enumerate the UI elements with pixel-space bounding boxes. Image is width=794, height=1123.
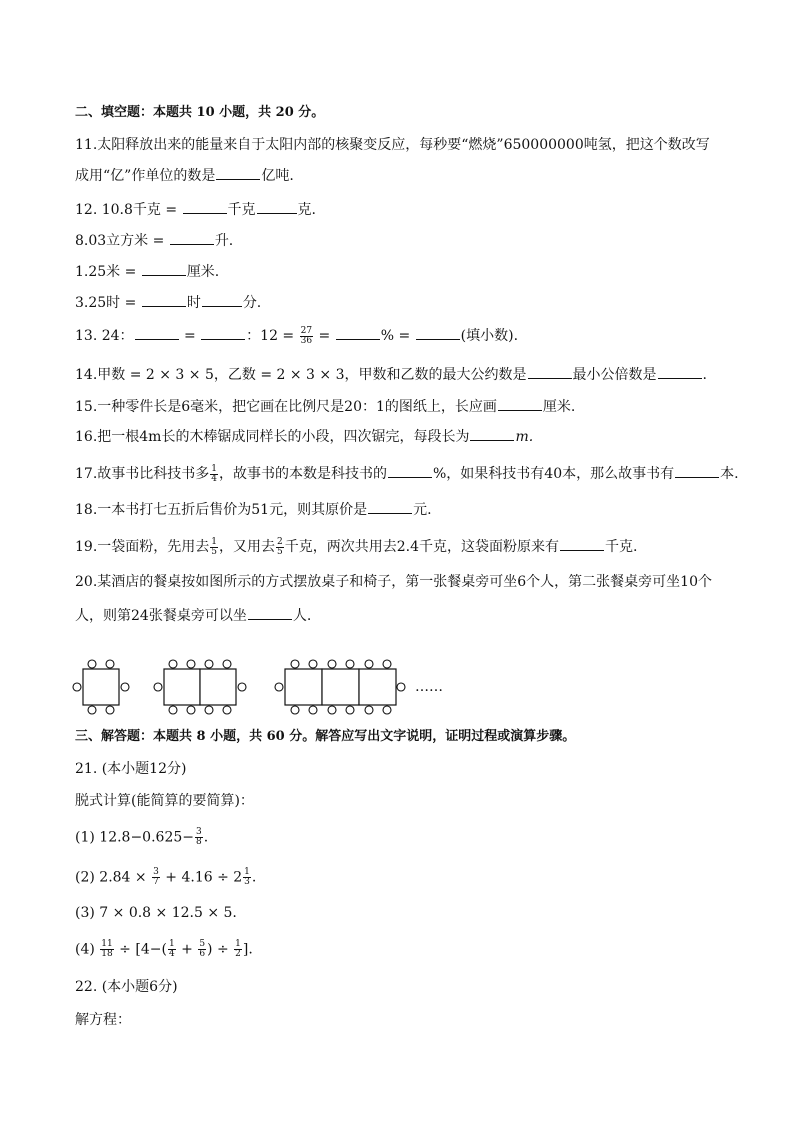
chair — [88, 660, 96, 668]
q13-blank-3[interactable] — [336, 325, 380, 340]
chair — [205, 660, 213, 668]
chair — [397, 683, 405, 691]
q21-instructions: 脱式计算(能简算的要简算)： — [75, 793, 254, 809]
chair — [106, 660, 114, 668]
q14-line — [75, 364, 707, 384]
q12-blank-4[interactable] — [142, 261, 186, 276]
q11-line2 — [75, 165, 294, 185]
chair — [383, 660, 391, 668]
chair — [365, 660, 373, 668]
q21-p4-b: ÷ [4−( — [114, 941, 167, 958]
q12-blank-1[interactable] — [183, 199, 227, 214]
q17-blank-2[interactable] — [675, 463, 719, 478]
q12-l4c: 分. — [242, 295, 262, 311]
table — [285, 669, 322, 705]
chair — [383, 706, 391, 714]
chair — [309, 706, 317, 714]
chair — [73, 683, 81, 691]
q19-c: 千克，两次共用去2.4千克，这袋面粉原来有 — [284, 539, 559, 555]
q13-e: % = — [380, 328, 415, 344]
table — [322, 669, 359, 705]
q21-p4-fraction-3: $\frac{5}{6}$ — [199, 939, 206, 959]
q22-instructions: 解方程： — [75, 1012, 131, 1028]
q17-blank-1[interactable] — [388, 463, 432, 478]
q11-blank[interactable] — [216, 165, 260, 180]
q12-l1a: 12. 10.8千克 = — [75, 202, 182, 218]
q14-blank-2[interactable] — [658, 364, 702, 379]
q14-b: 最小公倍数是 — [572, 367, 657, 383]
q12-line1 — [75, 199, 316, 219]
chair — [106, 706, 114, 714]
q21-problem-2 — [75, 868, 256, 887]
chair — [223, 660, 231, 668]
chair — [346, 660, 354, 668]
q11-text-b: 亿吨. — [261, 168, 294, 184]
q12-line4 — [75, 292, 261, 312]
q12-l1b: 千克 — [227, 202, 256, 218]
q20-line2 — [75, 605, 311, 625]
q18-b: 元. — [413, 502, 432, 518]
q21-p2-fraction-1: $\frac{3}{7}$ — [153, 867, 159, 887]
q21-problem-1 — [75, 828, 208, 847]
chair — [169, 660, 177, 668]
q15-a: 15.一种零件长是6毫米，把它画在比例尺是20：1的图纸上，长应画 — [75, 399, 497, 415]
q13-blank-2[interactable] — [201, 325, 245, 340]
q19-blank[interactable] — [560, 536, 604, 551]
arrangement-1 — [73, 660, 129, 714]
chair — [275, 683, 283, 691]
q19-fraction-2: $\frac{2}{5}$ — [277, 536, 283, 557]
q13-b: = — [179, 328, 201, 344]
chair — [291, 660, 299, 668]
q21-p2-b: + 4.16 ÷ 2 — [160, 869, 243, 886]
q15-b: 厘米. — [542, 399, 576, 415]
table — [200, 669, 236, 705]
q16-line — [75, 426, 533, 446]
q17-fraction: $\frac{1}{4}$ — [211, 463, 217, 484]
chair — [88, 706, 96, 714]
q11-line1: 11.太阳释放出来的能量来自于太阳内部的核聚变反应，每秒要“燃烧”650000000吨氢，把这个数改写 — [75, 137, 710, 153]
chair — [346, 706, 354, 714]
table — [164, 669, 200, 705]
q18-blank[interactable] — [368, 499, 412, 514]
q12-blank-2[interactable] — [257, 199, 297, 214]
q21-p2-a: (2) 2.84 × — [75, 869, 152, 886]
q19-fraction-1: $\frac{1}{5}$ — [211, 536, 217, 557]
q17-line — [75, 463, 739, 484]
q12-l2a: 8.03立方米 = — [75, 233, 169, 249]
q21-p4-fraction-4: $\frac{1}{2}$ — [235, 939, 241, 959]
q13-a: 13. 24： — [75, 328, 134, 344]
q21-p4-d: ) ÷ — [207, 941, 234, 958]
q20-blank[interactable] — [248, 605, 292, 620]
q21-p2-c: . — [251, 869, 257, 886]
chair — [328, 706, 336, 714]
chair — [154, 683, 162, 691]
q11-text-a: 成用“亿”作单位的数是 — [75, 168, 216, 184]
q12-l3b: 厘米. — [186, 264, 220, 280]
q21-p1-b: . — [203, 829, 209, 846]
q13-blank-4[interactable] — [416, 325, 460, 340]
q21-p2-fraction-2: $\frac{1}{3}$ — [244, 867, 250, 887]
q19-d: 千克. — [605, 539, 638, 555]
q12-blank-6[interactable] — [202, 292, 242, 307]
q13-blank-1[interactable] — [135, 325, 179, 340]
q21-problem-3: (3) 7 × 0.8 × 12.5 × 5. — [75, 905, 237, 921]
q17-c: %，如果科技书有40本，那么故事书有 — [433, 466, 675, 482]
q21-problem-4 — [75, 940, 253, 959]
q13-f: (填小数). — [460, 328, 519, 344]
q18-a: 18.一本书打七五折后售价为51元，则其原价是 — [75, 502, 368, 518]
q17-b: ，故事书的本数是科技书的 — [219, 466, 387, 482]
chair — [187, 706, 195, 714]
q13-line — [75, 325, 518, 346]
chair — [309, 660, 317, 668]
q13-fraction: $\frac{27}{36}$ — [300, 325, 313, 346]
q12-l3a: 1.25米 = — [75, 264, 141, 280]
q21-title: 21. (本小题12分) — [75, 761, 187, 777]
table — [359, 669, 396, 705]
chair — [238, 683, 246, 691]
q18-line — [75, 499, 432, 519]
chair — [169, 706, 177, 714]
q21-p4-c: + — [176, 941, 198, 958]
chair — [328, 660, 336, 668]
q12-l4b: 时 — [186, 295, 201, 311]
q21-p4-fraction-2: $\frac{1}{4}$ — [168, 939, 175, 959]
q12-l2b: 升. — [214, 233, 234, 249]
table-arrangement-figure — [0, 655, 794, 725]
chair — [205, 706, 213, 714]
chair — [365, 706, 373, 714]
q17-a: 17.故事书比科技书多 — [75, 466, 210, 482]
q12-line3 — [75, 261, 219, 281]
q20-a: 人，则第24张餐桌旁可以坐 — [75, 608, 247, 624]
q21-p1-fraction: $\frac{3}{8}$ — [196, 827, 202, 847]
q21-p4-a: (4) — [75, 941, 100, 958]
chair — [121, 683, 129, 691]
q22-title: 22. (本小题6分) — [75, 979, 178, 995]
section-3-heading: 三、解答题：本题共 8 小题，共 60 分。解答应写出文字说明，证明过程或演算步骤。 — [75, 729, 576, 744]
q19-b: ，又用去 — [219, 539, 275, 555]
q13-c: ：12 = — [246, 328, 299, 344]
q12-blank-3[interactable] — [170, 230, 214, 245]
q16-b: m. — [515, 429, 534, 445]
q19-line — [75, 536, 637, 557]
chair — [291, 706, 299, 714]
section-2-heading: 二、填空题：本题共 10 小题，共 20 分。 — [75, 105, 325, 120]
q16-a: 16.把一根4m长的木棒锯成同样长的小段，四次锯完，每段长为 — [75, 429, 470, 445]
q20-b: 人. — [292, 608, 312, 624]
q12-line2 — [75, 230, 233, 250]
q12-blank-5[interactable] — [142, 292, 186, 307]
q12-l1c: 克. — [297, 202, 316, 218]
q16-blank[interactable] — [470, 426, 514, 441]
chair — [223, 706, 231, 714]
q15-line — [75, 396, 575, 416]
arrangement-3 — [275, 660, 405, 714]
q12-l4a: 3.25时 = — [75, 295, 141, 311]
table — [83, 669, 119, 705]
figure-ellipsis: …… — [415, 679, 443, 695]
q19-a: 19.一袋面粉，先用去 — [75, 539, 210, 555]
q20-line1: 20.某酒店的餐桌按如图所示的方式摆放桌子和椅子，第一张餐桌旁可坐6个人，第二张餐桌旁可坐10个 — [75, 574, 712, 590]
q14-a: 14.甲数 = 2 × 3 × 5，乙数 = 2 × 3 × 3，甲数和乙数的最大公约数是 — [75, 367, 527, 383]
q21-p4-fraction-1: $\frac{11}{18}$ — [101, 939, 113, 959]
q21-p4-e: ]. — [242, 941, 253, 958]
chair — [187, 660, 195, 668]
arrangement-2 — [154, 660, 246, 714]
q14-blank-1[interactable] — [528, 364, 572, 379]
q21-p1-a: (1) 12.8−0.625− — [75, 829, 194, 846]
q15-blank[interactable] — [498, 396, 542, 411]
q17-d: 本. — [720, 466, 739, 482]
q13-d: = — [314, 328, 335, 344]
q14-c: . — [702, 367, 707, 383]
